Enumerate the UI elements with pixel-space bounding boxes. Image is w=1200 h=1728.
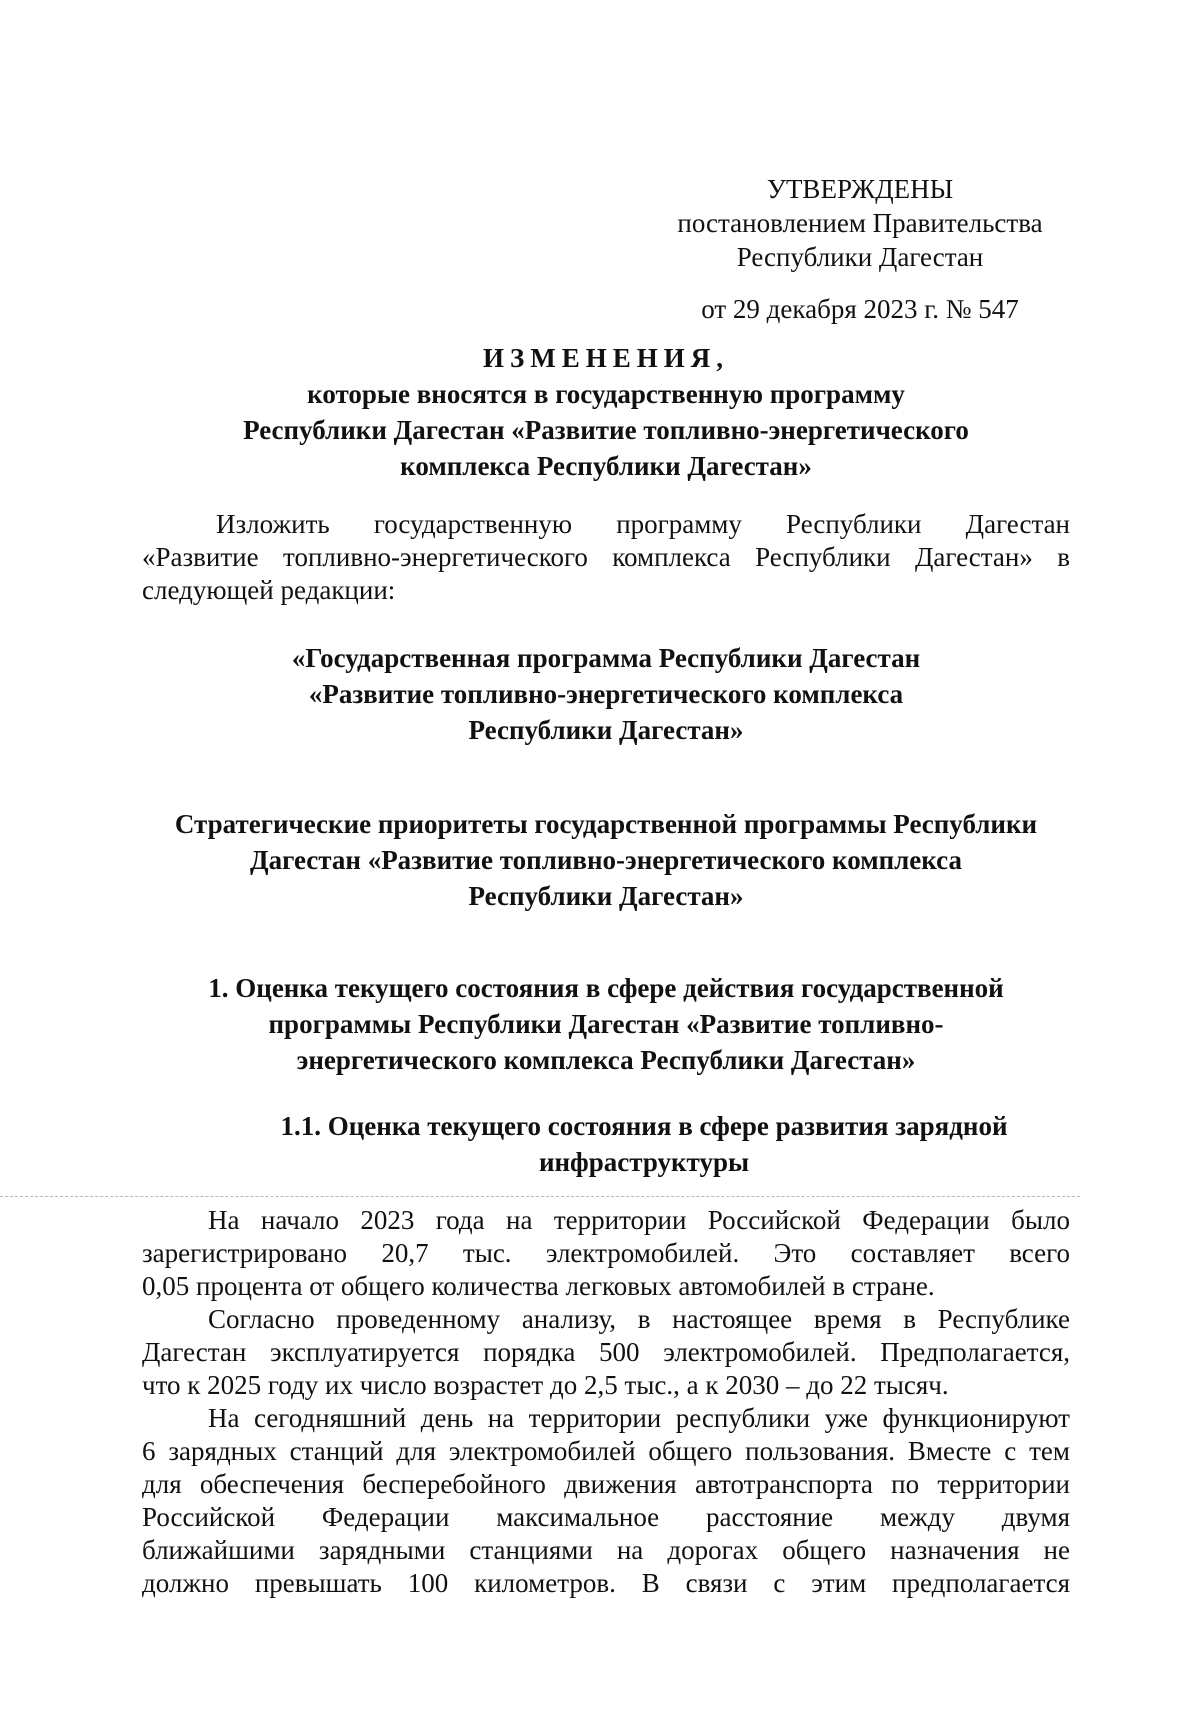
p1-line2: зарегистрировано 20,7 тыс. электромобилей. Это составляет всего [142,1238,1070,1268]
intro-line2: «Развитие топливно-энергетического комплекса Республики Дагестан» в [142,542,1070,572]
changes-title [142,340,1070,484]
scan-artifact-line [0,1196,1080,1197]
p3-line6: должно превышать 100 километров. В связи с этим предполагается [142,1568,1070,1598]
section-1-line3: энергетического комплекса Республики Дагестан» [296,1045,916,1075]
changes-title-line3: комплекса Республики Дагестан» [400,451,812,481]
changes-title-line2: Республики Дагестан «Развитие топливно-энергетического [243,415,969,445]
program-title [142,640,1070,748]
changes-title-line1: которые вносятся в государственную программу [307,379,905,409]
program-title-line1: «Государственная программа Республики Дагестан [291,643,921,673]
approval-heading: УТВЕРЖДЕНЫ [766,174,954,204]
priorities-title [142,806,1070,914]
paragraph-3 [142,1402,1070,1600]
approval-by-line2: Республики Дагестан [736,242,984,272]
p3-line1: На сегодняшний день на территории республики уже функционируют [208,1403,1070,1433]
p3-line3: для обеспечения бесперебойного движения автотранспорта по территории [142,1469,1070,1499]
priorities-title-line2: Дагестан «Развитие топливно-энергетического комплекса [250,845,962,875]
section-1-1-line2: инфраструктуры [538,1147,750,1177]
approval-by-line1: постановлением Правительства [677,208,1043,238]
approval-date: от 29 декабря 2023 г. № 547 [701,294,1019,324]
section-1-line1: 1. Оценка текущего состояния в сфере действия государственной [208,973,1004,1003]
intro-line1: Изложить государственную программу Республики Дагестан [216,509,1070,539]
changes-title-word: ИЗМЕНЕНИЯ, [482,343,729,373]
priorities-title-line3: Республики Дагестан» [468,881,744,911]
p3-line5: ближайшими зарядными станциями на дорогах общего назначения не [142,1535,1070,1565]
section-1-1-heading [180,1108,1108,1180]
p2-line1: Согласно проведенному анализу, в настоящее время в Республике [208,1304,1070,1334]
p3-line2: 6 зарядных станций для электромобилей общего пользования. Вместе с тем [142,1436,1070,1466]
intro-paragraph [142,508,1070,607]
p2-line2: Дагестан эксплуатируется порядка 500 электромобилей. Предполагается, [142,1337,1070,1367]
program-title-line3: Республики Дагестан» [468,715,744,745]
intro-line3: следующей редакции: [142,575,396,605]
p1-line1: На начало 2023 года на территории Российской Федерации было [208,1205,1070,1235]
p3-line4: Российской Федерации максимальное расстояние между двумя [142,1502,1070,1532]
section-1-1-line1: 1.1. Оценка текущего состояния в сфере развития зарядной [280,1111,1008,1141]
p2-line3: что к 2025 году их число возрастет до 2,5 тыс., а к 2030 – до 22 тысяч. [142,1370,949,1400]
section-1-line2: программы Республики Дагестан «Развитие топливно- [268,1009,944,1039]
p1-line3: 0,05 процента от общего количества легковых автомобилей в стране. [142,1271,935,1301]
priorities-title-line1: Стратегические приоритеты государственной программы Республики [174,809,1038,839]
paragraph-2 [142,1303,1070,1402]
paragraph-1 [142,1204,1070,1303]
program-title-line2: «Развитие топливно-энергетического комплекса [308,679,904,709]
approval-stamp [640,172,1080,326]
section-1-heading [142,970,1070,1078]
